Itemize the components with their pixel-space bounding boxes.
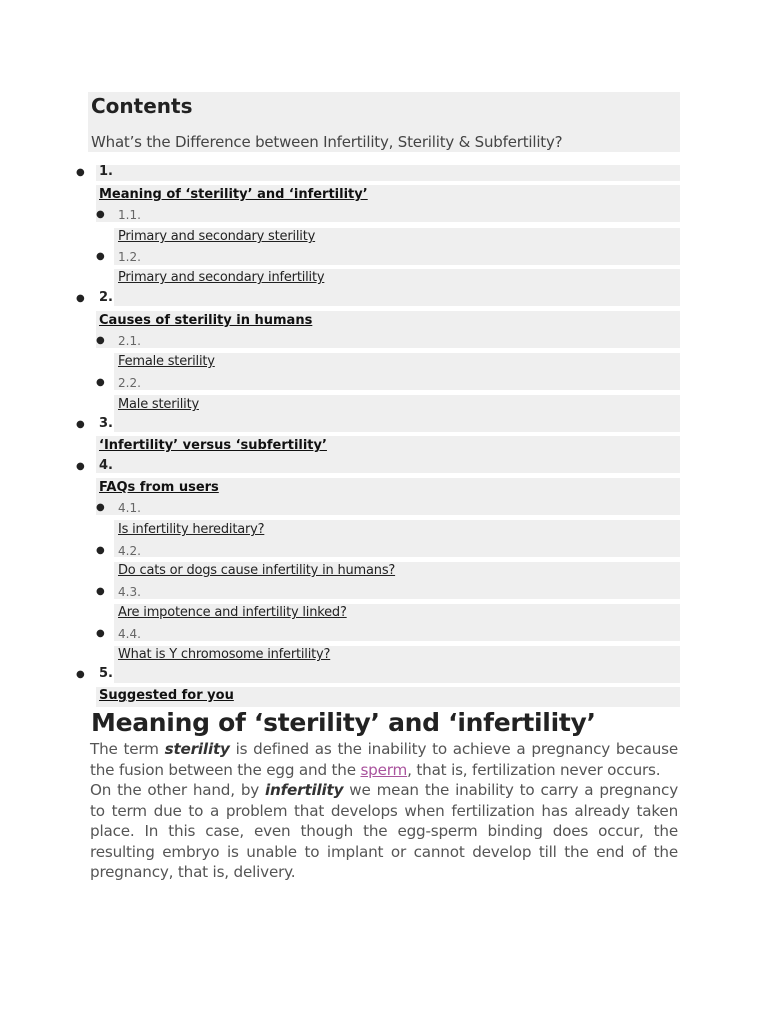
paragraph bbox=[90, 780, 678, 883]
bullet-icon: ● bbox=[96, 377, 105, 388]
toc-number: 2. bbox=[99, 290, 113, 305]
toc-link[interactable]: FAQs from users bbox=[99, 480, 219, 495]
toc-number: 4.1. bbox=[118, 501, 141, 515]
toc-number: 4.3. bbox=[118, 585, 141, 599]
bullet-icon: ● bbox=[76, 293, 85, 304]
toc-number: 2.2. bbox=[118, 376, 141, 390]
term-sterility: sterility bbox=[164, 740, 230, 758]
contents-subtitle: What’s the Difference between Infertility, Sterility & Subfertility? bbox=[91, 133, 563, 151]
sperm-link[interactable]: sperm bbox=[360, 760, 408, 779]
paragraph-text: On the other hand, by bbox=[90, 781, 266, 799]
section-heading: Meaning of ‘sterility’ and ‘infertility’ bbox=[91, 708, 596, 737]
toc-link[interactable]: Female sterility bbox=[118, 354, 215, 369]
toc-link[interactable]: Do cats or dogs cause infertility in humans? bbox=[118, 563, 396, 578]
toc-number: 2.1. bbox=[118, 334, 141, 348]
toc-number: 1. bbox=[99, 164, 113, 179]
toc-number: 5. bbox=[99, 666, 113, 681]
toc-number: 4. bbox=[99, 458, 113, 473]
bullet-icon: ● bbox=[96, 586, 105, 597]
contents-title: Contents bbox=[91, 94, 193, 118]
toc-link[interactable]: ‘Infertility’ versus ‘subfertility’ bbox=[99, 438, 327, 453]
bullet-icon: ● bbox=[96, 335, 105, 346]
bullet-icon: ● bbox=[96, 209, 105, 220]
toc-link[interactable]: Are impotence and infertility linked? bbox=[118, 605, 347, 620]
toc-link[interactable]: Is infertility hereditary? bbox=[118, 522, 265, 537]
bullet-icon: ● bbox=[76, 669, 85, 680]
toc-link[interactable]: Male sterility bbox=[118, 397, 199, 412]
bullet-icon: ● bbox=[76, 167, 85, 178]
bullet-icon: ● bbox=[76, 461, 85, 472]
toc-link[interactable]: What is Y chromosome infertility? bbox=[118, 647, 331, 662]
toc-number: 1.2. bbox=[118, 250, 141, 264]
toc-link[interactable]: Primary and secondary infertility bbox=[118, 270, 325, 285]
toc-link[interactable]: Causes of sterility in humans bbox=[99, 313, 313, 328]
toc-number: 3. bbox=[99, 416, 113, 431]
term-infertility: infertility bbox=[265, 781, 344, 799]
paragraph bbox=[90, 739, 678, 780]
bullet-icon: ● bbox=[96, 502, 105, 513]
paragraph-text: , that is, fertilization never occurs. bbox=[407, 760, 661, 779]
bullet-icon: ● bbox=[96, 545, 105, 556]
toc-link[interactable]: Primary and secondary sterility bbox=[118, 229, 316, 244]
paragraph-text: The term bbox=[90, 740, 165, 758]
toc-number: 4.4. bbox=[118, 627, 141, 641]
bullet-icon: ● bbox=[96, 628, 105, 639]
toc-link[interactable]: Suggested for you bbox=[99, 688, 234, 703]
bullet-icon: ● bbox=[76, 419, 85, 430]
toc-number: 4.2. bbox=[118, 544, 141, 558]
paragraph-text: is defined as the inability to achieve a pregnancy because the fusion between the egg and the bbox=[90, 740, 678, 779]
paragraph-text: we mean the inability to carry a pregnancy to term due to a problem that develops when fertilization has already taken place. In this case, even though the egg-sperm binding does occur, the resulting embryo is unable to implant or cannot develop till the end of the pregnancy, that is, delivery. bbox=[90, 781, 678, 881]
toc-number-row bbox=[96, 165, 680, 181]
toc-number: 1.1. bbox=[118, 208, 141, 222]
article-body bbox=[90, 739, 678, 883]
bullet-icon: ● bbox=[96, 251, 105, 262]
toc-link[interactable]: Meaning of ‘sterility’ and ‘infertility’ bbox=[99, 187, 368, 202]
